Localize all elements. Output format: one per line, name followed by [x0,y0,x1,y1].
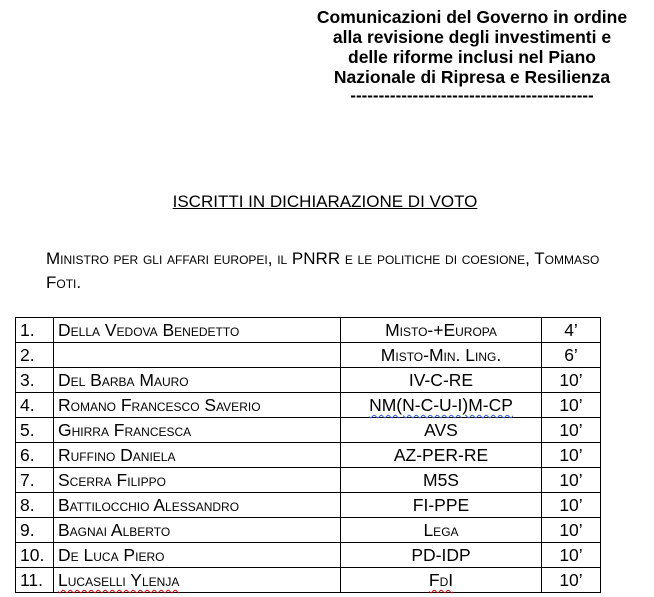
speaking-time: 10’ [542,418,601,443]
row-number: 9. [16,518,54,543]
minister-line: Ministro per gli affari europei, il PNRR e le politiche di coesione, Tommaso Foti. [46,249,600,292]
speaking-time: 10’ [542,518,601,543]
party-group: IV-C-RE [341,368,542,393]
table-row [16,393,601,418]
speaking-time: 4’ [542,318,601,343]
party-group: M5S [341,468,542,493]
header-line-1: Comunicazioni del Governo in ordine [316,7,628,27]
row-number: 4. [16,393,54,418]
header-separator: ------------------------------------------- [350,86,594,105]
speaker-name: Ruffino Daniela [54,443,341,468]
speaker-name: De Luca Piero [54,543,341,568]
row-number: 1. [16,318,54,343]
document-header [292,7,652,105]
party-group: Lega [341,518,542,543]
party-group [341,568,542,593]
party-group: Misto-+Europa [341,318,542,343]
speaking-time: 6’ [542,343,601,368]
party-group [341,393,542,418]
speaker-name-text: Lucaselli Ylenja [58,570,180,590]
speaker-name: Del Barba Mauro [54,368,341,393]
table-row [16,318,601,343]
party-group: PD-IDP [341,543,542,568]
party-group: FI-PPE [341,493,542,518]
speaker-name: Romano Francesco Saverio [54,393,341,418]
row-number: 8. [16,493,54,518]
speaking-time: 10’ [542,493,601,518]
table-row [16,418,601,443]
table-row [16,518,601,543]
party-group: AVS [341,418,542,443]
speaker-name: Battilocchio Alessandro [54,493,341,518]
speaker-name: Ghirra Francesca [54,418,341,443]
table-row [16,343,601,368]
row-number: 10. [16,543,54,568]
row-number: 3. [16,368,54,393]
party-group: Misto-Min. Ling. [341,343,542,368]
row-number: 6. [16,443,54,468]
speaking-time: 10’ [542,368,601,393]
header-line-4: Nazionale di Ripresa e Resilienza [333,67,611,87]
table-row [16,443,601,468]
speaker-name: Scerra Filippo [54,468,341,493]
party-group: AZ-PER-RE [341,443,542,468]
speakers-table [15,317,601,593]
speaker-name [54,568,341,593]
speaking-time: 10’ [542,543,601,568]
header-line-3: delle riforme inclusi nel Piano [348,47,596,67]
speaker-name: Della Vedova Benedetto [54,318,341,343]
table-row [16,368,601,393]
speaking-time: 10’ [542,443,601,468]
speaking-time: 10’ [542,568,601,593]
table-row [16,468,601,493]
party-group-text: FdI [428,570,454,590]
row-number: 5. [16,418,54,443]
speaker-name: Bagnai Alberto [54,518,341,543]
row-number: 2. [16,343,54,368]
party-group-text: NM(N-C-U-I)M-CP [369,395,513,415]
header-line-2: alla revisione degli investimenti e [332,27,612,47]
speaker-name [54,343,341,368]
speaking-time: 10’ [542,468,601,493]
section-title [0,192,654,212]
speaking-time: 10’ [542,393,601,418]
table-row [16,543,601,568]
table-row [16,493,601,518]
table-row [16,568,601,593]
row-number: 11. [16,568,54,593]
section-title-text: ISCRITTI IN DICHIARAZIONE DI VOTO [172,192,478,211]
row-number: 7. [16,468,54,493]
